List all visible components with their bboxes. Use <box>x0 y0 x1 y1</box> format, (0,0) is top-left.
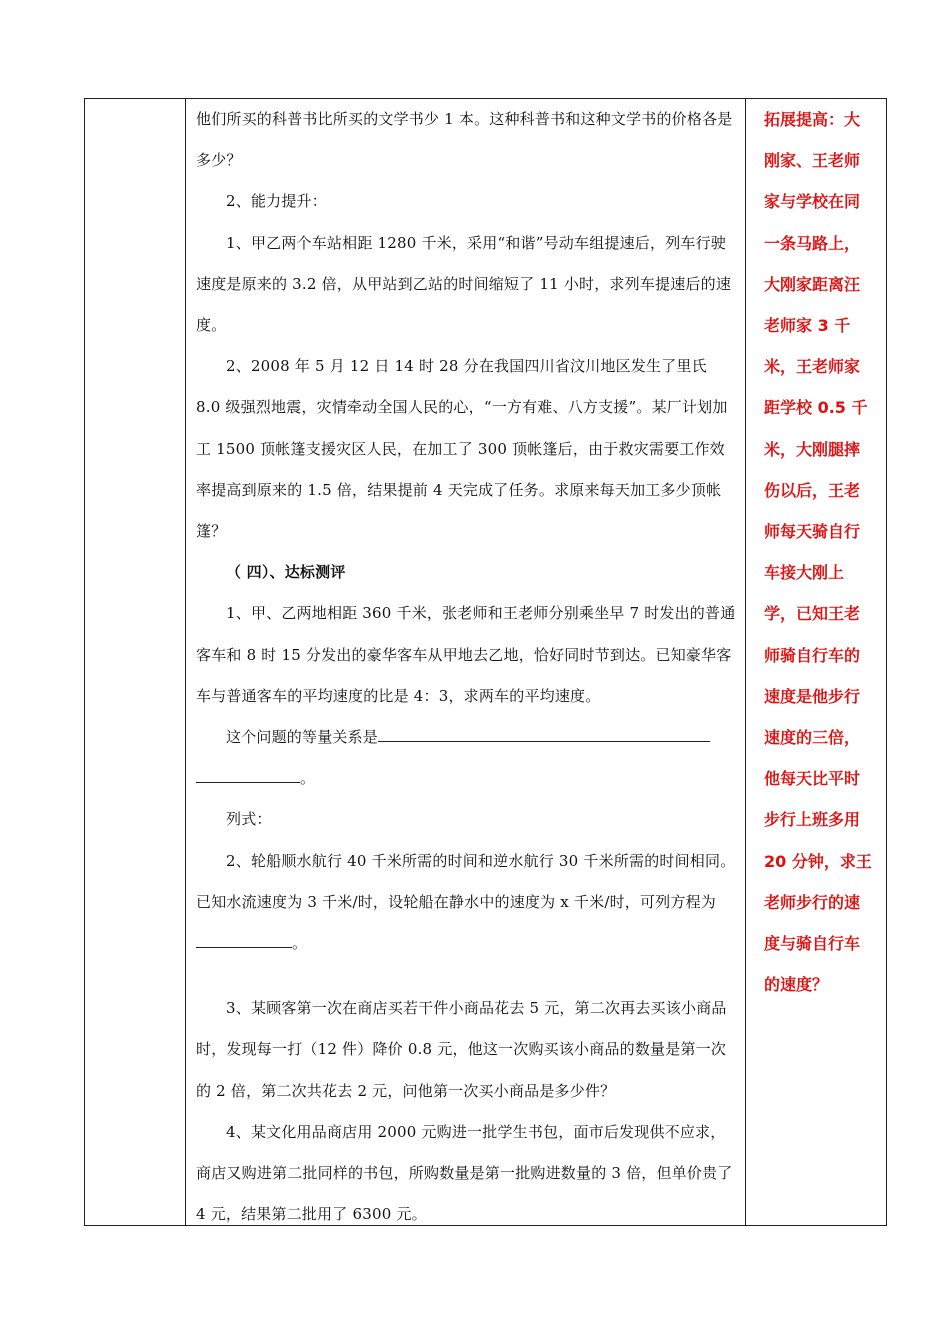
question-3: 3、某顾客第一次在商店买若干件小商品花去 5 元，第二次再去买该小商品时，发现每一打（12 件）降价 0.8 元，他这一次购买该小商品的数量是第一次的 2 倍，第二次共花去 2 元，问他第一次买小商品是多少件？ <box>196 999 727 1100</box>
equivalence-blank[interactable] <box>378 723 710 742</box>
left-column <box>85 99 186 1225</box>
section-ability: 2、能力提升： <box>226 192 327 211</box>
section-heading-assessment: （ 四）、达标测评 <box>226 563 346 582</box>
question-4: 4、某文化用品商店用 2000 元购进一批学生书包，面市后发现供不应求，商店又购进第二批同样的书包，所购数量是第一批购进数量的 3 倍，但单价贵了 4 元，结果第二批用了 6300 元。 <box>196 1122 733 1224</box>
problem-tents: 2、2008 年 5 月 12 日 14 时 28 分在我国四川省汶川地区发生了里氏 8.0 级强烈地震，灾情牵动全国人民的心，“一方有难、八方支援”。某厂计划加工 1500 顶帐篷支援灾区人民，在加工了 300 顶帐篷后，由于救灾需要工作效率提高到原来的 1.5 倍，结果提前 4 天完成了任务。求原来每天加工多少顶帐篷？ <box>196 357 728 541</box>
spacer <box>196 964 736 988</box>
equivalence-blank-2[interactable] <box>196 764 300 783</box>
question-2-end: 。 <box>292 934 308 953</box>
main-column <box>185 99 746 1225</box>
question-2-text: 2、轮船顺水航行 40 千米所需的时间和逆水航行 30 千米所需的时间相同。已知水流速度为 3 千米/时，设轮船在静水中的速度为 x 千米/时，可列方程为 <box>196 851 736 911</box>
main-content <box>196 99 736 1235</box>
equivalence-line-2 <box>196 758 736 799</box>
worksheet-table <box>84 98 887 1226</box>
equivalence-label: 这个问题的等量关系是 <box>226 728 379 747</box>
problem-train-speed: 1、甲乙两个车站相距 1280 千米，采用“和谐”号动车组提速后，列车行驶速度是原来的 3.2 倍，从甲站到乙站的时间缩短了 11 小时，求列车提速后的速度。 <box>196 233 732 335</box>
paragraph-continuation: 他们所买的科普书比所买的文学书少 1 本。这种科普书和这种文学书的价格各是多少？ <box>196 110 733 170</box>
question-2 <box>196 841 736 965</box>
equivalence-end: 。 <box>300 769 316 788</box>
equation-blank[interactable] <box>196 929 292 948</box>
side-column <box>746 99 886 1225</box>
question-1: 1、甲、乙两地相距 360 千米，张老师和王老师分别乘坐早 7 时发出的普通客车和 8 时 15 分发出的豪华客车从甲地去乙地，恰好同时节到达。已知豪华客车与普通客车的平均速度的比是 4：3，求两车的平均速度。 <box>196 604 736 705</box>
extension-problem: 拓展提高：大刚家、王老师家与学校在同一条马路上，大刚家距离汪老师家 3 千米，王老师家距学校 0.5 千米，大刚腿摔伤以后，王老师每天骑自行车接大刚上学，已知王老师骑自行车的速度是他步行速度的三倍，他每天比平时步行上班多用 20 分钟，求王老师步行的速度与骑自行车的速度？ <box>764 110 872 995</box>
equivalence-line <box>196 717 736 758</box>
formula-label: 列式： <box>226 810 272 829</box>
